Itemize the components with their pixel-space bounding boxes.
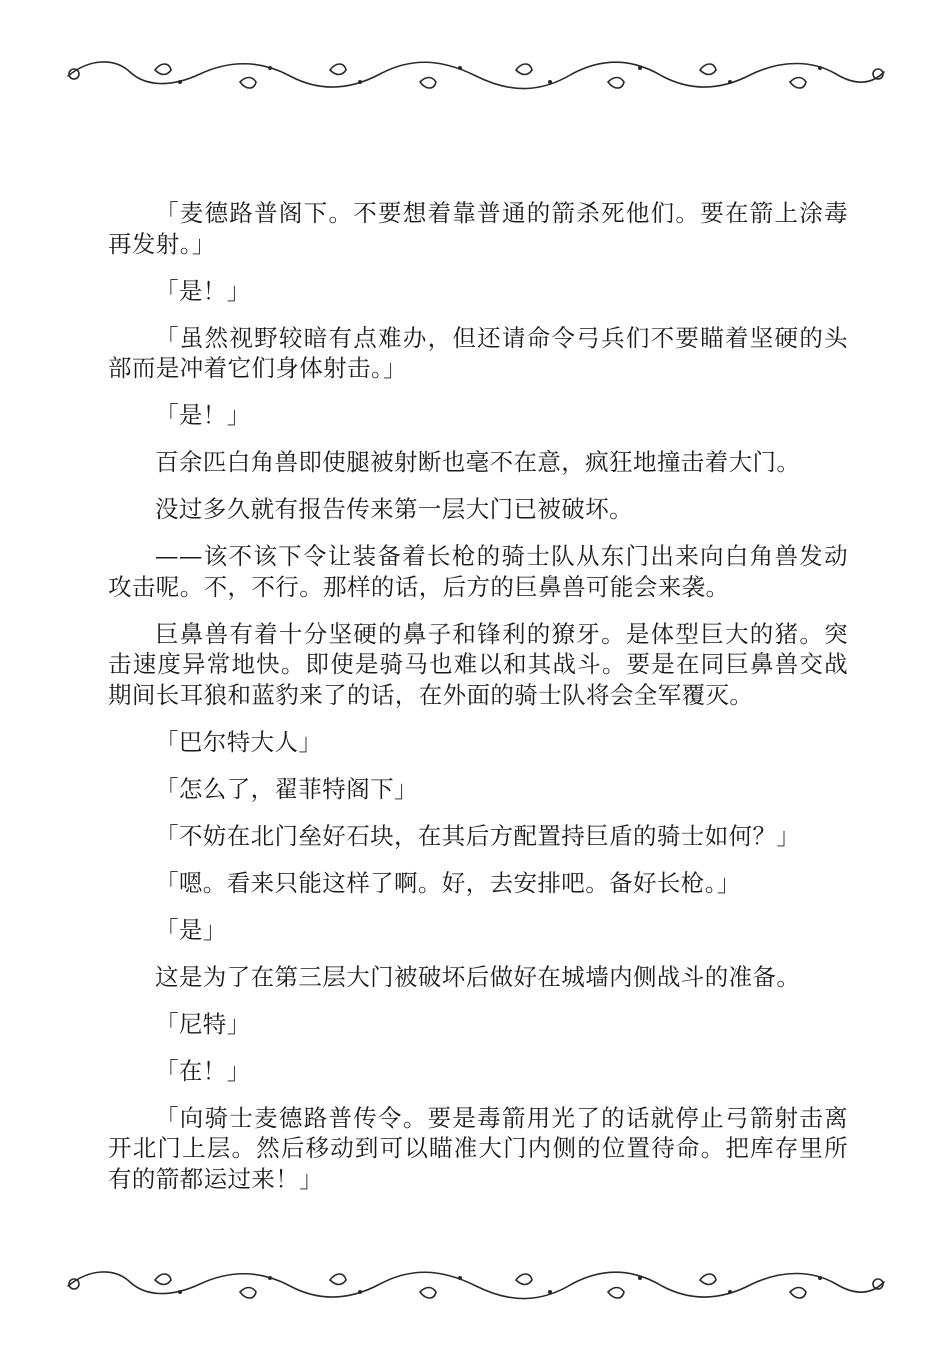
paragraph: ——该不该下令让装备着长枪的骑士队从东门出来向白角兽发动攻击呢。不，不行。那样的话，后方的巨鼻兽可能会来袭。 (108, 542, 848, 601)
paragraph: 「不妨在北门垒好石块，在其后方配置持巨盾的骑士如何？」 (155, 821, 801, 850)
paragraph: 「麦德路普阁下。不要想着靠普通的箭杀死他们。要在箭上涂毒再发射。」 (108, 199, 848, 258)
top-ornament-border (60, 52, 892, 100)
paragraph: 「是」 (155, 915, 227, 944)
paragraph: 「虽然视野较暗有点难办，但还请命令弓兵们不要瞄着坚硬的头部而是冲着它们身体射击。」 (108, 323, 848, 382)
paragraph: 「向骑士麦德路普传令。要是毒箭用光了的话就停止弓箭射击离开北门上层。然后移动到可以瞄准大门内侧的位置待命。把库存里所有的箭都运过来！」 (108, 1103, 848, 1193)
paragraph: 「在！」 (155, 1056, 251, 1085)
vine-ornament-icon (60, 1262, 892, 1310)
chapter-text (108, 198, 848, 1211)
bottom-ornament-border (60, 1262, 892, 1310)
vine-ornament-icon (60, 52, 892, 100)
paragraph: 「是！」 (155, 276, 251, 305)
paragraph: 巨鼻兽有着十分坚硬的鼻子和锋利的獠牙。是体型巨大的猪。突击速度异常地快。即使是骑马也难以和其战斗。要是在同巨鼻兽交战期间长耳狼和蓝豹来了的话，在外面的骑士队将会全军覆灭。 (108, 619, 848, 709)
paragraph: 「是！」 (155, 401, 251, 429)
paragraph: 「嗯。看来只能这样了啊。好，去安排吧。备好长枪。」 (155, 868, 741, 897)
paragraph: 「怎么了，翟菲特阁下」 (155, 774, 418, 803)
paragraph: 这是为了在第三层大门被破坏后做好在城墙内侧战斗的准备。 (155, 962, 801, 991)
paragraph: 「巴尔特大人」 (155, 727, 323, 756)
paragraph: 「尼特」 (155, 1009, 251, 1038)
paragraph: 没过多久就有报告传来第一层大门已被破坏。 (155, 495, 633, 523)
paragraph: 百余匹白角兽即使腿被射断也毫不在意，疯狂地撞击着大门。 (155, 448, 801, 476)
